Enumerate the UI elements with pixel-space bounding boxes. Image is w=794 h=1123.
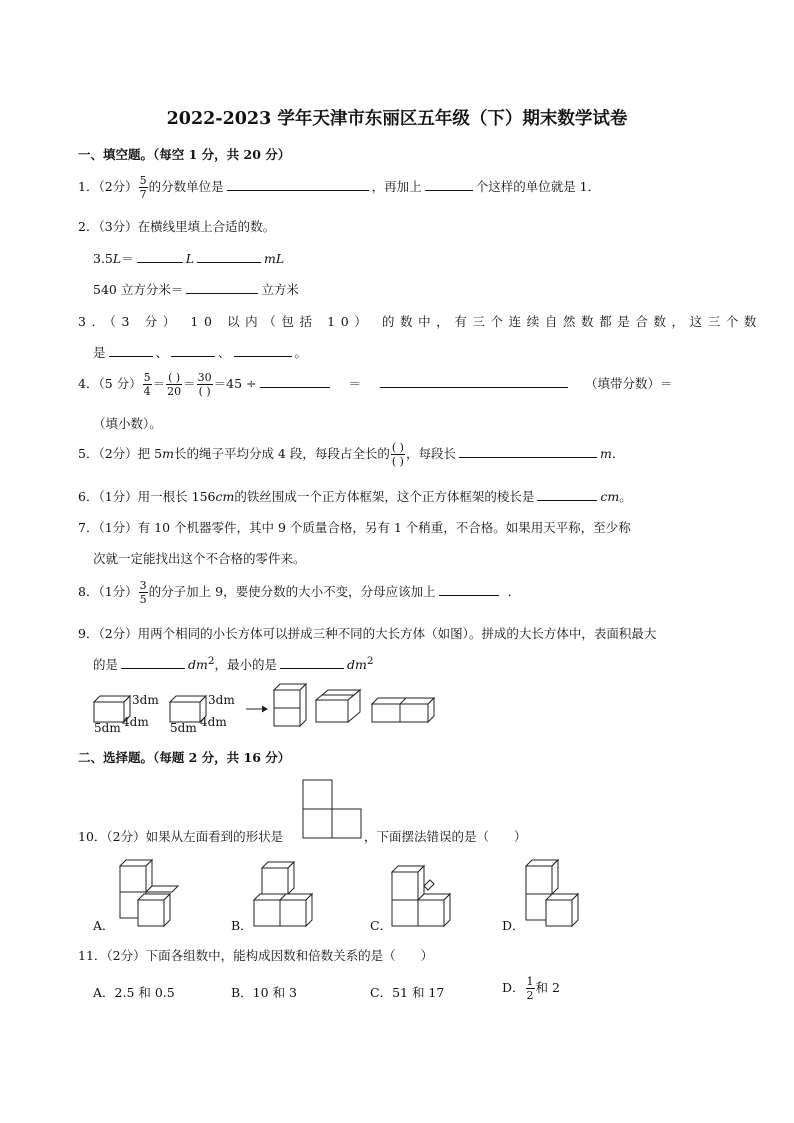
q3-sep-2: 、 [218,345,231,360]
q9-label-l-1: 5dm [94,721,121,735]
q6-text-b: 的铁丝围成一个正方体框架，这个正方体框架的棱长是 [234,489,535,504]
q11-d-frac-num: 1 [526,975,534,988]
q4-f3-num: 30 [197,371,212,384]
q1-text-c: 个这样的单位就是 1． [475,179,601,194]
q4-f1-den: 4 [143,385,151,398]
question-1 [78,175,600,200]
q8-prefix: 8．（1分） [78,584,138,599]
q1-fraction [139,175,148,200]
q5-frac-den: ( ) [391,455,404,468]
arrow-right-icon [246,706,267,712]
q1-text-a: 的分数单位是 [148,179,224,194]
q8-frac-den: 5 [139,593,147,606]
q10-options-figures [90,860,730,932]
q10-option-c[interactable]: C． [370,918,393,933]
question-5 [78,442,624,467]
q8-frac-num: 3 [139,579,147,592]
q4-f1-num: 5 [143,371,151,384]
q4-fraction-2 [166,372,182,397]
q11-option-d-fraction [526,976,535,1001]
q10-option-a-figure [120,860,178,926]
q11-option-c[interactable]: C．51 和 17 [370,985,445,1000]
q11-option-d-label: D． [502,980,525,995]
q3-end: 。 [294,345,308,360]
q5-fraction [391,442,405,467]
q9-unit-dm: dm [188,657,208,673]
page-title: 2022-2023 学年天津市东丽区五年级（下）期末数学试卷 [166,109,628,129]
q11-option-a[interactable]: A．2.5 和 0.5 [93,985,175,1000]
section-heading-multiple-choice: 二、选择题。（每题 2 分，共 16 分） [78,750,291,765]
q5-unit-m: m [162,446,174,461]
q4-f2-num: ( ) [168,371,181,384]
q9-text-b: ，最小的是 [214,657,278,673]
q11-d-frac-den: 2 [526,989,534,1002]
q6-blank[interactable] [537,499,597,501]
q9-unit-dm-2: dm [347,657,367,673]
q9-sup: 2 [207,655,215,667]
q2-blank-2[interactable] [197,261,261,263]
q9-line-2 [93,655,374,673]
q10-option-b-figure [254,862,312,926]
q9-large-box-wide [316,690,360,722]
q4-blank-1[interactable] [260,386,330,388]
q10-left-view-shape [302,779,364,841]
q4-fraction-1 [143,372,152,397]
q2-value: 3.5 [93,251,113,266]
q5-frac-num: ( ) [391,441,404,454]
q1-frac-denominator: 7 [139,188,147,201]
q1-prefix: 1．（2分） [78,179,138,194]
q3-blank-2[interactable] [171,355,215,357]
q2-blank-1[interactable] [137,261,183,263]
q2-equals: ＝ [121,251,134,266]
q9-large-box-tall [274,684,306,726]
q9-text-a: 的是 [93,657,119,673]
question-7: 7．（1分）有 10 个机器零件，其中 9 个质量合格，另有 1 个稍重，不合格。如果用天平称，至少称 [78,520,631,535]
q1-blank-2[interactable] [425,189,473,191]
q11-option-d[interactable] [502,976,560,1001]
q4-division: ＝45 ÷ [213,376,257,391]
q4-note-mixed: （填带分数）＝ [585,376,673,391]
q3-line2-text: 是 [93,345,106,360]
q4-prefix: 4．（5 分） [78,376,142,391]
q2-blank-3[interactable] [186,292,258,294]
q3-sep-1: 、 [155,345,169,360]
q3-blank-3[interactable] [234,355,292,357]
q9-large-box-long [372,698,434,722]
question-11: 11．（2分）下面各组数中，能构成因数和倍数关系的是（ ） [78,948,434,963]
q2-line2-text: 540 立方分米＝ [93,282,184,297]
question-4 [78,372,673,397]
q4-f2-den: 20 [167,385,182,398]
q10-option-d[interactable]: D． [502,918,525,933]
q9-label-h-2: 3dm [208,693,235,707]
q2-line2-unit: 立方米 [261,282,299,297]
q10-option-a[interactable]: A． [93,918,115,933]
q1-frac-numerator: 5 [139,174,147,187]
q5-blank[interactable] [459,456,597,458]
q9-label-w-1: 4dm [122,715,149,729]
q1-blank-1[interactable] [227,189,369,191]
q5-text-b: ，每段长 [405,446,456,461]
q8-fraction [139,580,148,605]
q5-text-a: 长的绳子平均分成 4 段，每段占全长的 [173,446,390,461]
q5-unit-m-2: m [599,446,612,461]
q9-figure [88,688,448,736]
q9-blank-2[interactable] [280,667,344,669]
q4-blank-2[interactable] [380,386,568,388]
q8-text: 的分子加上 9，要使分数的大小不变，分母应该加上 [148,584,436,599]
q2-line-1 [93,249,284,267]
q6-text: 6．（1分）用一根长 156 [78,489,216,504]
question-2: 2．（3分）在横线里填上合适的数。 [78,219,276,234]
q9-label-l-2: 5dm [170,721,197,735]
q2-line-2 [93,280,299,298]
q10-option-d-figure [526,860,578,926]
q9-label-w-2: 4dm [200,715,227,729]
question-9: 9．（2分）用两个相同的小长方体可以拼成三种不同的大长方体（如图）。拼成的大长方体中，表面积最大 [78,626,657,641]
question-8 [78,580,520,605]
q2-unit-l: L [112,251,122,266]
q9-label-h-1: 3dm [132,693,159,707]
q11-option-d-tail: 和 2 [535,980,560,995]
q9-blank-1[interactable] [121,667,185,669]
q3-blank-1[interactable] [109,355,153,357]
q10-option-b[interactable]: B． [231,918,253,933]
q8-end: ． [507,584,521,599]
q4-line-2: （填小数）。 [93,416,162,431]
question-10-text-b: ，下面摆法错误的是（ ） [364,829,527,844]
question-3: 3．（3 分） 10 以内（包括 10） 的数中，有三个连续自然数都是合数，这三个数 [78,314,763,329]
q9-sup-2: 2 [366,655,374,667]
q6-unit-cm-2: cm [600,489,620,504]
q7-line-2: 次就一定能找出这个不合格的零件来。 [93,551,306,566]
q11-option-b[interactable]: B．10 和 3 [231,985,297,1000]
q6-end: 。 [619,489,632,504]
q5-end: ． [611,446,625,461]
q4-fraction-3 [197,372,213,397]
question-10-text-a: 10．（2分）如果从左面看到的形状是 [78,829,284,844]
q2-unit-l-2: L [185,251,195,266]
q10-option-c-figure [392,866,450,926]
q4-eq-3: ＝ [348,376,362,391]
q8-blank[interactable] [439,594,499,596]
q5-prefix: 5．（2分）把 5 [78,446,163,461]
q4-eq-1: ＝ [152,376,166,391]
q4-eq-2: ＝ [183,376,196,391]
question-6 [78,487,632,505]
section-heading-fill-blank: 一、填空题。（每空 1 分，共 20 分） [78,147,291,162]
q2-unit-ml: mL [264,251,285,266]
q4-f3-den: ( ) [198,385,211,398]
q3-line-2 [93,343,307,361]
q6-unit-cm: cm [215,489,235,504]
q1-text-b: ，再加上 [371,179,422,194]
